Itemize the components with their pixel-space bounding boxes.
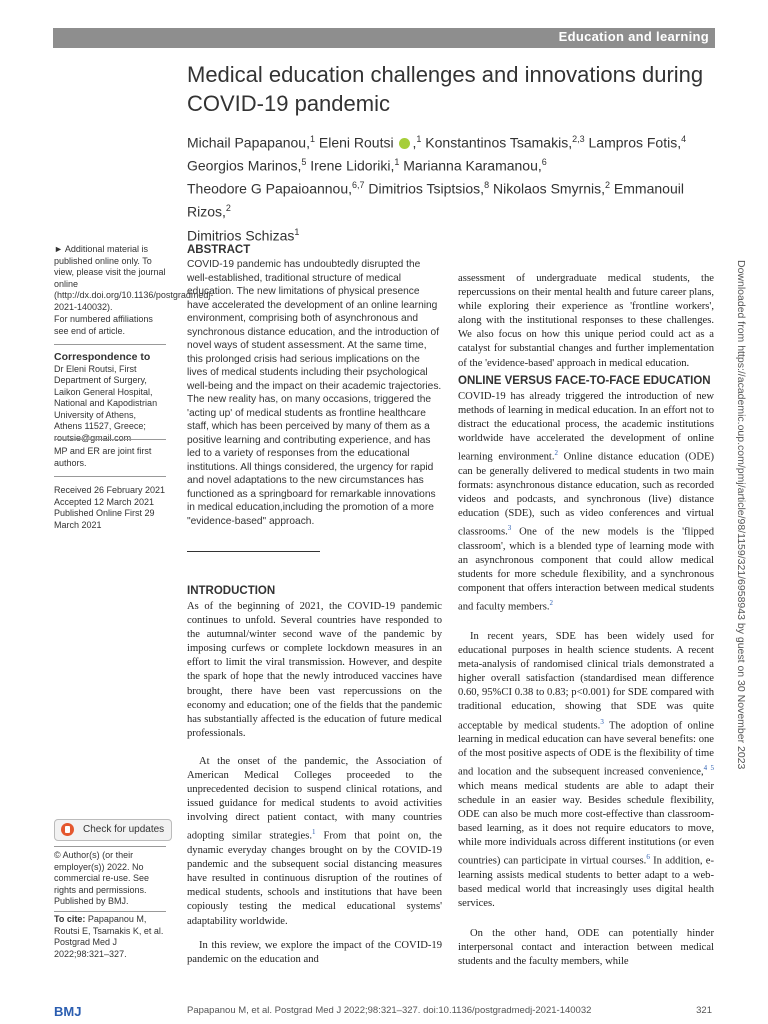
accepted-date: Accepted 12 March 2021 (54, 496, 155, 507)
right-paragraph-0: assessment of undergraduate medical students, the repercussions on their mental health and future career plans, while exploring their experience as 'frontline workers', along with the institutional responses to these challenges. We also focus on how this unique period could act as a catalyst for substantial changes and further implementation of the 'evidence-based' approach in medical education. (458, 273, 714, 369)
abstract-text: COVID-19 pandemic has undoubtedly disrupted the well-established, traditional structure of medical education. The new limitations of physical presence have accelerated the development of an online learning environment, comprising both of asynchronous and synchronous distance education, and the introduction of novel ways of student assessment. At the same time, this prolonged crisis had serious implications on the lives of medical students including their psychological well-being and the impact on their academic trajectories. The new reality has, on many occasions, triggered the 'acting up' of medical students as frontline healthcare staff, which has been perceived by many of them as a positive learning and contributing experience, and has led to a variety of responses from the educational institutions. All things considered, the urgency for rapid and novel adaptations to the new circumstances has functioned as a springboard for remarkable innovations in medical education,including the promotion of a more "evidence-based" approach. (187, 259, 442, 527)
check-updates-label: Check for updates (83, 824, 165, 835)
page-number: 321 (696, 1005, 712, 1016)
correspondence-text: Dr Eleni Routsi, First Department of Surgery, Laikon General Hospital, National and Kapodistrian University of Athens, Athens 11527, Greece; routsie@gmail.com (54, 363, 158, 443)
joint-authors-note: MP and ER are joint first authors. (54, 446, 152, 468)
author-list (187, 130, 722, 246)
right-paragraph-2: In recent years, SDE has been widely used for educational purposes in health science students. A recent meta-analysis of randomised clinical trials demonstrated a higher overall satisfaction (standardised mean difference 0.60, 95%CI 0.38 to 0.83; p<0.001) for SDE compared with traditional education, showing that SDE was quite acceptable by medical students.$^3$ The adoption of online learning in medical education can have several benefits: one of the most positive aspects of ODE is the flexibility of time and location and the subsequent increased convenience,$^{4 5}$ which means medical students are able to adapt their schedule in an easier way. Besides schedule flexibility, ODE can also be much more cost-effective than classroom-based learning, as it does not require educators to move, while more individuals across different institutions (or even countries) can participate in virtual courses.$^6$ In addition, e-learning assists medical students to better adapt to a web-based medical world that increasingly uses digital health services. (458, 631, 714, 910)
author-line-4: Dimitrios Schizas$^1$ (187, 226, 300, 244)
section-label: Education and learning (558, 29, 709, 44)
right-paragraph-3: On the other hand, ODE can potentially hinder interpersonal contact and interaction between medical students and the faculty members, while (458, 928, 714, 968)
section-header-bar (53, 28, 715, 48)
introduction-heading: INTRODUCTION (187, 585, 276, 597)
check-updates-icon (61, 823, 74, 836)
reference-link[interactable]: 2 (549, 599, 553, 608)
article-title: Medical education challenges and innovations during COVID-19 pandemic (187, 62, 704, 116)
reference-link[interactable]: 1 (312, 828, 316, 837)
author-line-3: Theodore G Papaioannou,$^{6,7}$ Dimitrios Tsiptsios,$^8$ Nikolaos Smyrnis,$^2$ Emmanouil Rizos,$^2$ (187, 180, 684, 221)
check-updates-button[interactable] (54, 819, 172, 841)
additional-material-note: ► Additional material is published online only. To view, please visit the journal online (http://dx.doi.org/10.1136/postgradmedj-2021-140032). (54, 244, 214, 312)
divider (54, 439, 166, 440)
reference-link[interactable]: 3 (600, 717, 604, 726)
divider (54, 911, 166, 912)
author-line-1: Michail Papapanou,$^1$ Eleni Routsi ,$^1$ Konstantinos Tsamakis,$^{2,3}$ Lampros Fotis,$^4$ (187, 134, 687, 151)
reference-link[interactable]: 4 5 (703, 764, 714, 773)
cite-block: To cite: Papapanou M, Routsi E, Tsamakis K, et al. Postgrad Med J 2022;98:321–327. (54, 914, 164, 959)
copyright-note: © Author(s) (or their employer(s)) 2022. No commercial re-use. See rights and permissions. Published by BMJ. (54, 850, 150, 906)
reference-link[interactable]: 6 (646, 853, 650, 862)
bmj-logo: BMJ (54, 1004, 82, 1019)
divider (54, 476, 166, 477)
intro-paragraph-3: In this review, we explore the impact of the COVID-19 pandemic on the education and (187, 940, 442, 966)
online-vs-f2f-heading: ONLINE VERSUS FACE-TO-FACE EDUCATION (458, 375, 711, 387)
affiliations-note: For numbered affiliations see end of article. (54, 314, 153, 336)
published-date: Published Online First 29 March 2021 (54, 508, 155, 530)
intro-paragraph-2: At the onset of the pandemic, the Association of American Medical Colleges proceeded to the unprecedented decision to suspend clinical rotations, and issued guidance for medical students to avoid activities involving direct patient contact, with many countries adopting similar strategies.$^1$ From that point on, the dynamic everyday changes brought on by the COVID-19 pandemic and the subsequent social distancing measures have resulted in continuous disruption of the routines of medical students, schools and institutions that have been copiously testing the medical educational systems' adaptability worldwide. (187, 756, 443, 927)
footer-citation: Papapanou M, et al. Postgrad Med J 2022;98:321–327. doi:10.1136/postgradmedj-2021-140032 (187, 1005, 592, 1016)
reference-link[interactable]: 2 (554, 449, 559, 458)
author-line-2: Georgios Marinos,$^5$ Irene Lidoriki,$^1$ Marianna Karamanou,$^6$ (187, 157, 547, 174)
divider (54, 344, 166, 345)
divider (54, 846, 166, 847)
download-watermark (735, 260, 747, 790)
intro-paragraph-1: As of the beginning of 2021, the COVID-19 pandemic continues to unfold. Several countries have responded to the autumnal/winter second wave of the pandemic by imposing curfews or complete lockdown measures in an effort to limit the viral transmission. However, and despite the spark of hope that the newly introduced vaccines have brought, there have been vast repercussions on the economy and education; one of the fields that the pandemic has substantially affected is the education of future medical professionals. (187, 601, 442, 739)
footer (187, 1005, 712, 1016)
dates-block (54, 485, 166, 531)
received-date: Received 26 February 2021 (54, 485, 166, 495)
orcid-icon[interactable] (399, 138, 410, 149)
right-paragraph-1: COVID-19 has already triggered the introduction of new methods of learning in medical education. In an effort not to distract the educational process, the academic institutions worldwide have accelerated the development of online learning environment.$^2$ Online distance education (ODE) can be generally delivered to medical students in two main formats: asynchronous distance education, such as recorded videos and podcasts, and synchronous (live) distance education (SDE), such as video conferences and virtual classrooms.$^3$ One of the new models is the 'flipped classroom', which is a blended type of learning mode with an asynchronous component that could allow medical students for more schedule flexibility, and a synchronous component that offers interaction between medical students and faculty members.$^2$ (458, 391, 714, 613)
abstract-heading: ABSTRACT (187, 244, 251, 256)
download-watermark-text: Downloaded from https://academic.oup.com/pmj/article/98/1159/321/6958943 by guest on 30 November 2023 (735, 260, 747, 770)
abstract-rule (187, 551, 320, 552)
reference-link[interactable]: 3 (507, 524, 512, 533)
correspondence-block: Correspondence to Dr Eleni Routsi, First Department of Surgery, Laikon General Hospital, National and Kapodistrian University of Athens, Athens 11527, Greece; routsie@gmail.com (54, 352, 166, 444)
